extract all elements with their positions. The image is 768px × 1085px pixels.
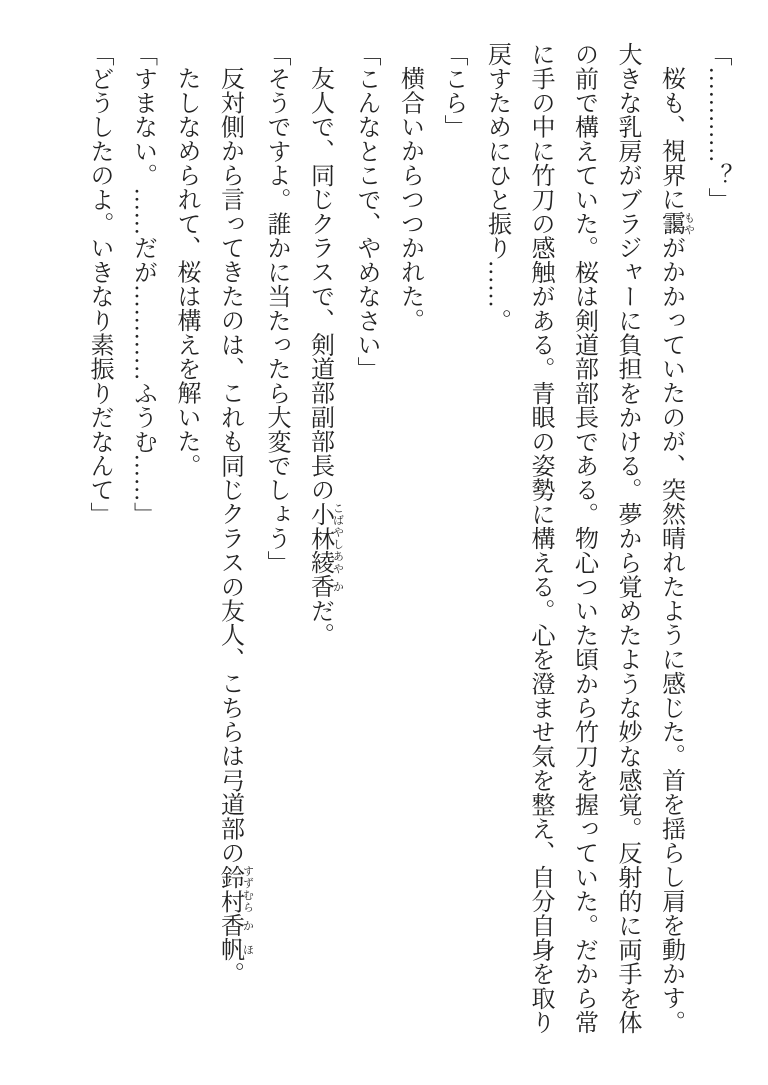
- paragraph: 「そうですよ。誰かに当たったら大変でしょう」: [263, 42, 289, 575]
- paragraph: たしなめられて、桜は構えを解いた。: [173, 66, 199, 478]
- ruby-annotation: 小林 こばやし: [306, 501, 344, 551]
- paragraph: 「こら」: [440, 42, 466, 139]
- paragraph: 「すまない。……だが…………ふうむ……」: [129, 42, 156, 526]
- ruby-annotation: 鈴村 すずむら: [216, 864, 254, 914]
- paragraph: 「…………？」: [704, 42, 730, 212]
- furigana: か: [331, 574, 344, 599]
- ruby-annotation: 香 か: [306, 574, 344, 599]
- furigana: あや: [331, 550, 344, 575]
- ruby-annotation: 靄 もや: [657, 211, 695, 236]
- furigana: ほ: [241, 937, 254, 962]
- paragraph: 「こんなとこで、やめなさい」: [353, 42, 379, 381]
- paragraph: 横合いからつつかれた。: [396, 66, 423, 333]
- ruby-annotation: 帆 ほ: [216, 937, 254, 962]
- paragraph: 反対側から言ってきたのは、これも同じクラスの友人、こちらは弓道部の鈴村 すずむら香 か帆 ほ。: [216, 66, 254, 986]
- furigana: もや: [682, 211, 695, 236]
- furigana: こばやし: [331, 501, 344, 551]
- paragraph: 友人で、同じクラスで、剣道部副部長の小林 こばやし綾 あや香 かだ。: [306, 66, 344, 647]
- novel-text-block: [58, 42, 738, 1036]
- furigana: すずむら: [241, 864, 254, 914]
- paragraph: 桜も、視界に靄 もやがかかっていたのが、突然晴れたように感じた。首を揺らし肩を動かす。大きな乳房がブラジャーに負担をかける。夢から覚めたような妙な感覚。反射的に両手を体の前で構えていた。桜は剣道部部長である。物心ついた頃から竹刀を握っていた。だから常に手の中に竹刀の感触がある。青眼の姿勢に構える。心を澄ませ気を整え、自分自身を取り戻すためにひと振り……。: [483, 42, 695, 1035]
- paragraph: 「どうしたのよ。いきなり素振りだなんて」: [86, 42, 112, 526]
- ruby-annotation: 香 か: [216, 913, 254, 938]
- ruby-annotation: 綾 あや: [306, 550, 344, 575]
- furigana: か: [241, 913, 254, 938]
